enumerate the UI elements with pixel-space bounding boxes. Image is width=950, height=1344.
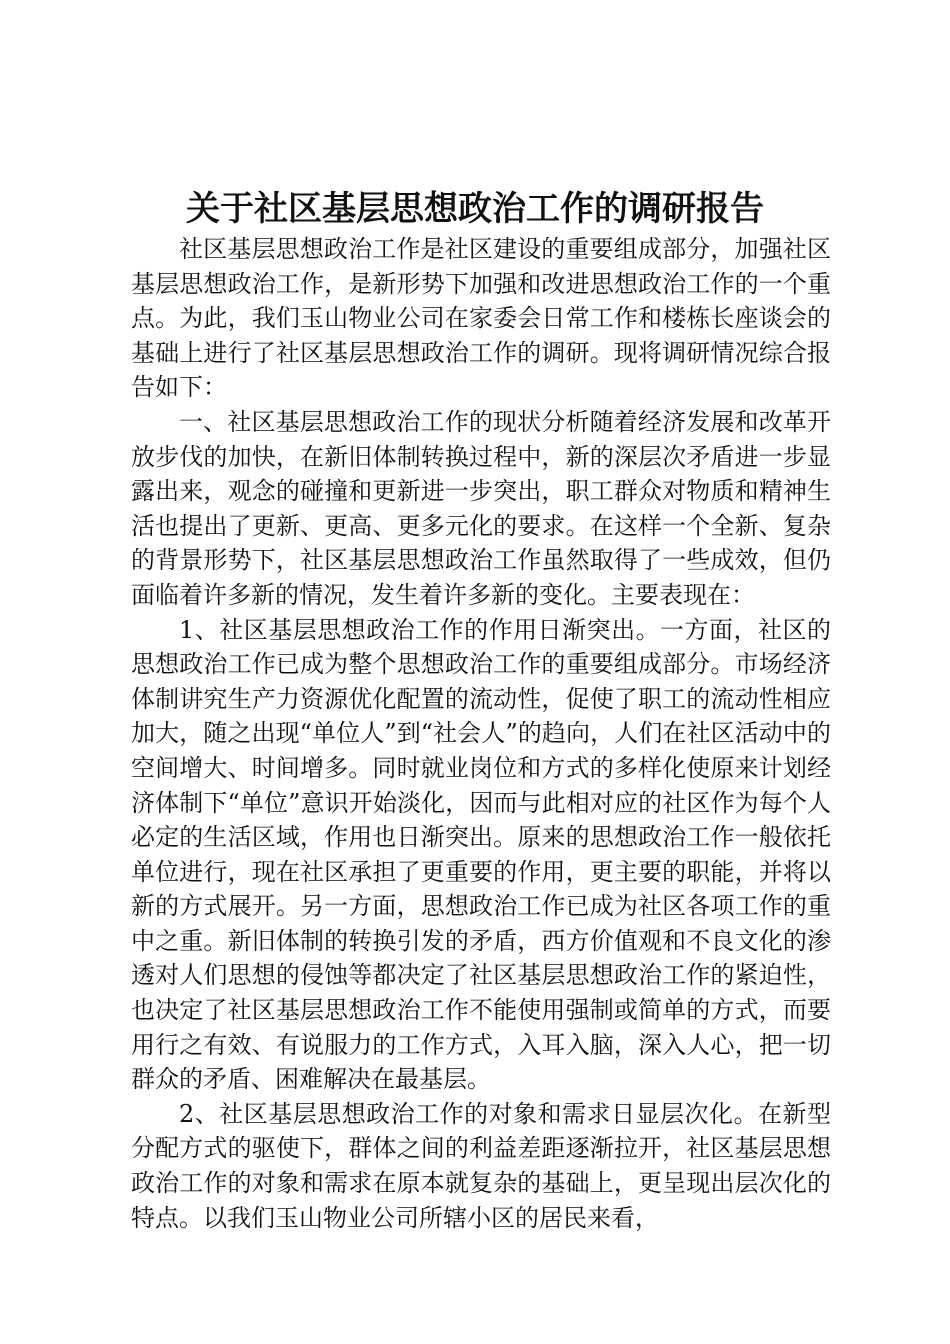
paragraph-section-one: 一、社区基层思想政治工作的现状分析随着经济发展和改革开放步伐的加快，在新旧体制转换过程中，新的深层次矛盾进一步显露出来，观念的碰撞和更新进一步突出，职工群众对物质和精神生活也提出了更新、更高、更多元化的要求。在这样一个全新、复杂的背景形势下，社区基层思想政治工作虽然取得了一些成效，但仍面临着许多新的情况，发生着许多新的变化。主要表现在： — [131, 407, 831, 609]
document-body — [131, 232, 831, 1235]
document-title: 关于社区基层思想政治工作的调研报告 — [186, 189, 764, 229]
paragraph-point-two: 2、社区基层思想政治工作的对象和需求日显层次化。在新型分配方式的驱使下，群体之间的利益差距逐渐拉开，社区基层思想政治工作的对象和需求在原本就复杂的基础上，更呈现出层次化的特点。以我们玉山物业公司所辖小区的居民来看， — [131, 1099, 831, 1232]
paragraph-point-one: 1、社区基层思想政治工作的作用日渐突出。一方面，社区的思想政治工作已成为整个思想政治工作的重要组成部分。市场经济体制讲究生产力资源优化配置的流动性，促使了职工的流动性相应加大，随之出现“单位人”到“社会人”的趋向，人们在社区活动中的空间增大、时间增多。同时就业岗位和方式的多样化使原来计划经济体制下“单位”意识开始淡化，因而与此相对应的社区作为每个人必定的生活区域，作用也日渐突出。原来的思想政治工作一般依托单位进行，现在社区承担了更重要的作用，更主要的职能，并将以新的方式展开。另一方面，思想政治工作已成为社区各项工作的重中之重。新旧体制的转换引发的矛盾，西方价值观和不良文化的渗透对人们思想的侵蚀等都决定了社区基层思想政治工作的紧迫性，也决定了社区基层思想政治工作不能使用强制或简单的方式，而要用行之有效、有说服力的工作方式，入耳入脑，深入人心，把一切群众的矛盾、困难解决在最基层。 — [131, 615, 831, 1094]
paragraph-intro: 社区基层思想政治工作是社区建设的重要组成部分，加强社区基层思想政治工作，是新形势下加强和改进思想政治工作的一个重点。为此，我们玉山物业公司在家委会日常工作和楼栋长座谈会的基础上进行了社区基层思想政治工作的调研。现将调研情况综合报告如下： — [131, 235, 831, 402]
